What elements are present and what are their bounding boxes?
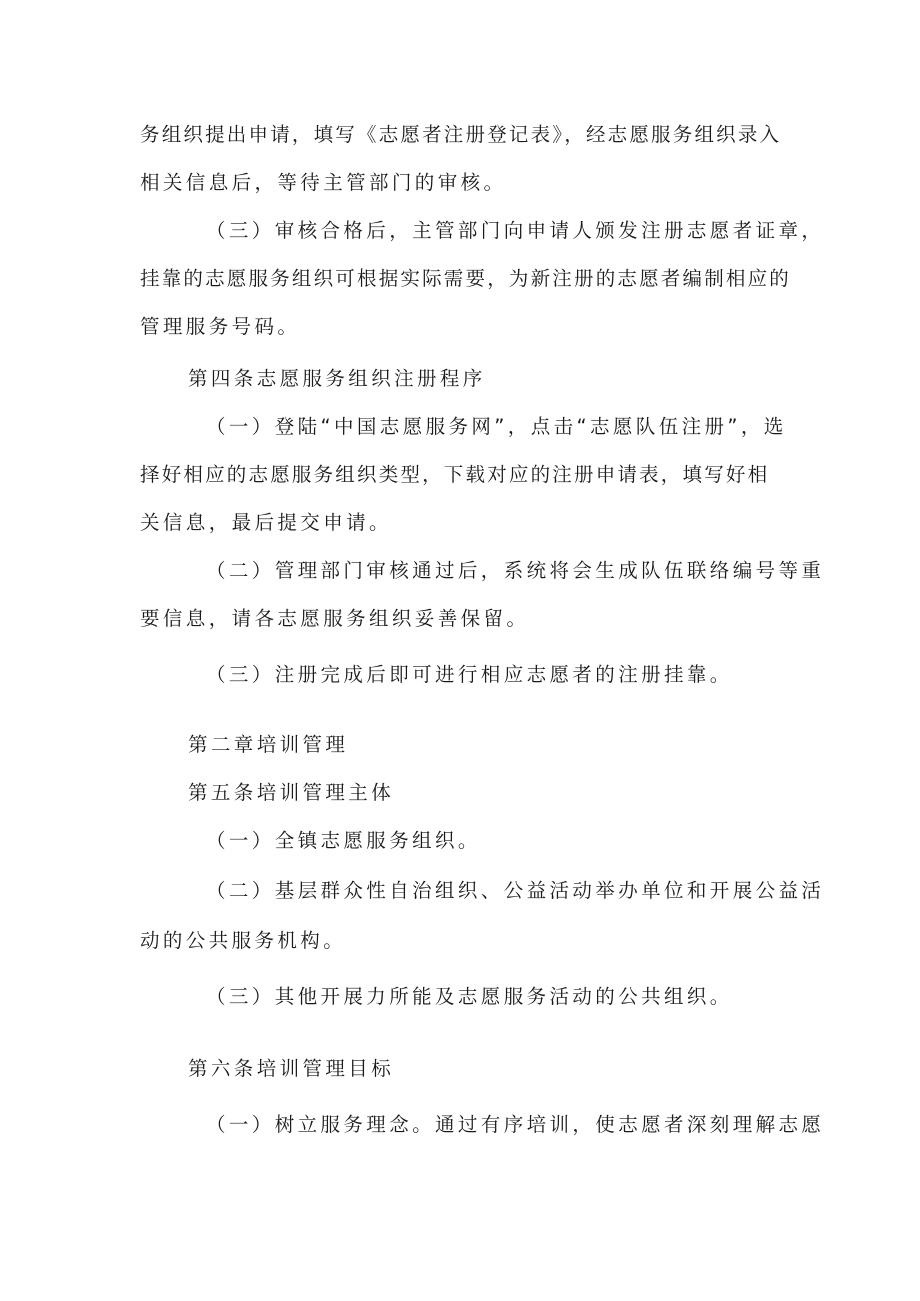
body-text-line: 动的公共服务机构。 (140, 929, 347, 952)
paragraph-item: （二）管理部门审核通过后，系统将会生成队伍联络编号等重 (206, 559, 825, 582)
body-text-line: 择好相应的志愿服务组织类型，下载对应的注册申请表，填写好相 (140, 463, 770, 486)
paragraph-item: （一）树立服务理念。通过有序培训，使志愿者深刻理解志愿 (206, 1113, 825, 1136)
body-text-line: 务组织提出申请，填写《志愿者注册登记表》，经志愿服务组织录入 (140, 123, 782, 146)
body-text-line: 挂靠的志愿服务组织可根据实际需要，为新注册的志愿者编制相应的 (140, 267, 792, 290)
paragraph-item: （一）登陆“中国志愿服务网”，点击“志愿队伍注册”，选 (206, 415, 787, 438)
body-text-line: 相关信息后，等待主管部门的审核。 (140, 171, 507, 194)
article-heading: 第六条培训管理目标 (188, 1057, 395, 1080)
paragraph-item: （三）注册完成后即可进行相应志愿者的注册挂靠。 (206, 663, 733, 686)
body-text-line: 管理服务号码。 (140, 315, 301, 338)
chapter-heading: 第二章培训管理 (188, 733, 349, 756)
paragraph-item: （一）全镇志愿服务组织。 (206, 829, 481, 852)
article-heading: 第五条培训管理主体 (188, 781, 395, 804)
paragraph-item: （三）审核合格后，主管部门向申请人颁发注册志愿者证章， (206, 219, 825, 242)
body-text-line: 要信息，请各志愿服务组织妥善保留。 (140, 607, 530, 630)
article-heading: 第四条志愿服务组织注册程序 (188, 367, 486, 390)
paragraph-item: （三）其他开展力所能及志愿服务活动的公共组织。 (206, 985, 733, 1008)
paragraph-item: （二）基层群众性自治组织、公益活动举办单位和开展公益活 (206, 879, 825, 902)
body-text-line: 关信息，最后提交申请。 (140, 511, 392, 534)
